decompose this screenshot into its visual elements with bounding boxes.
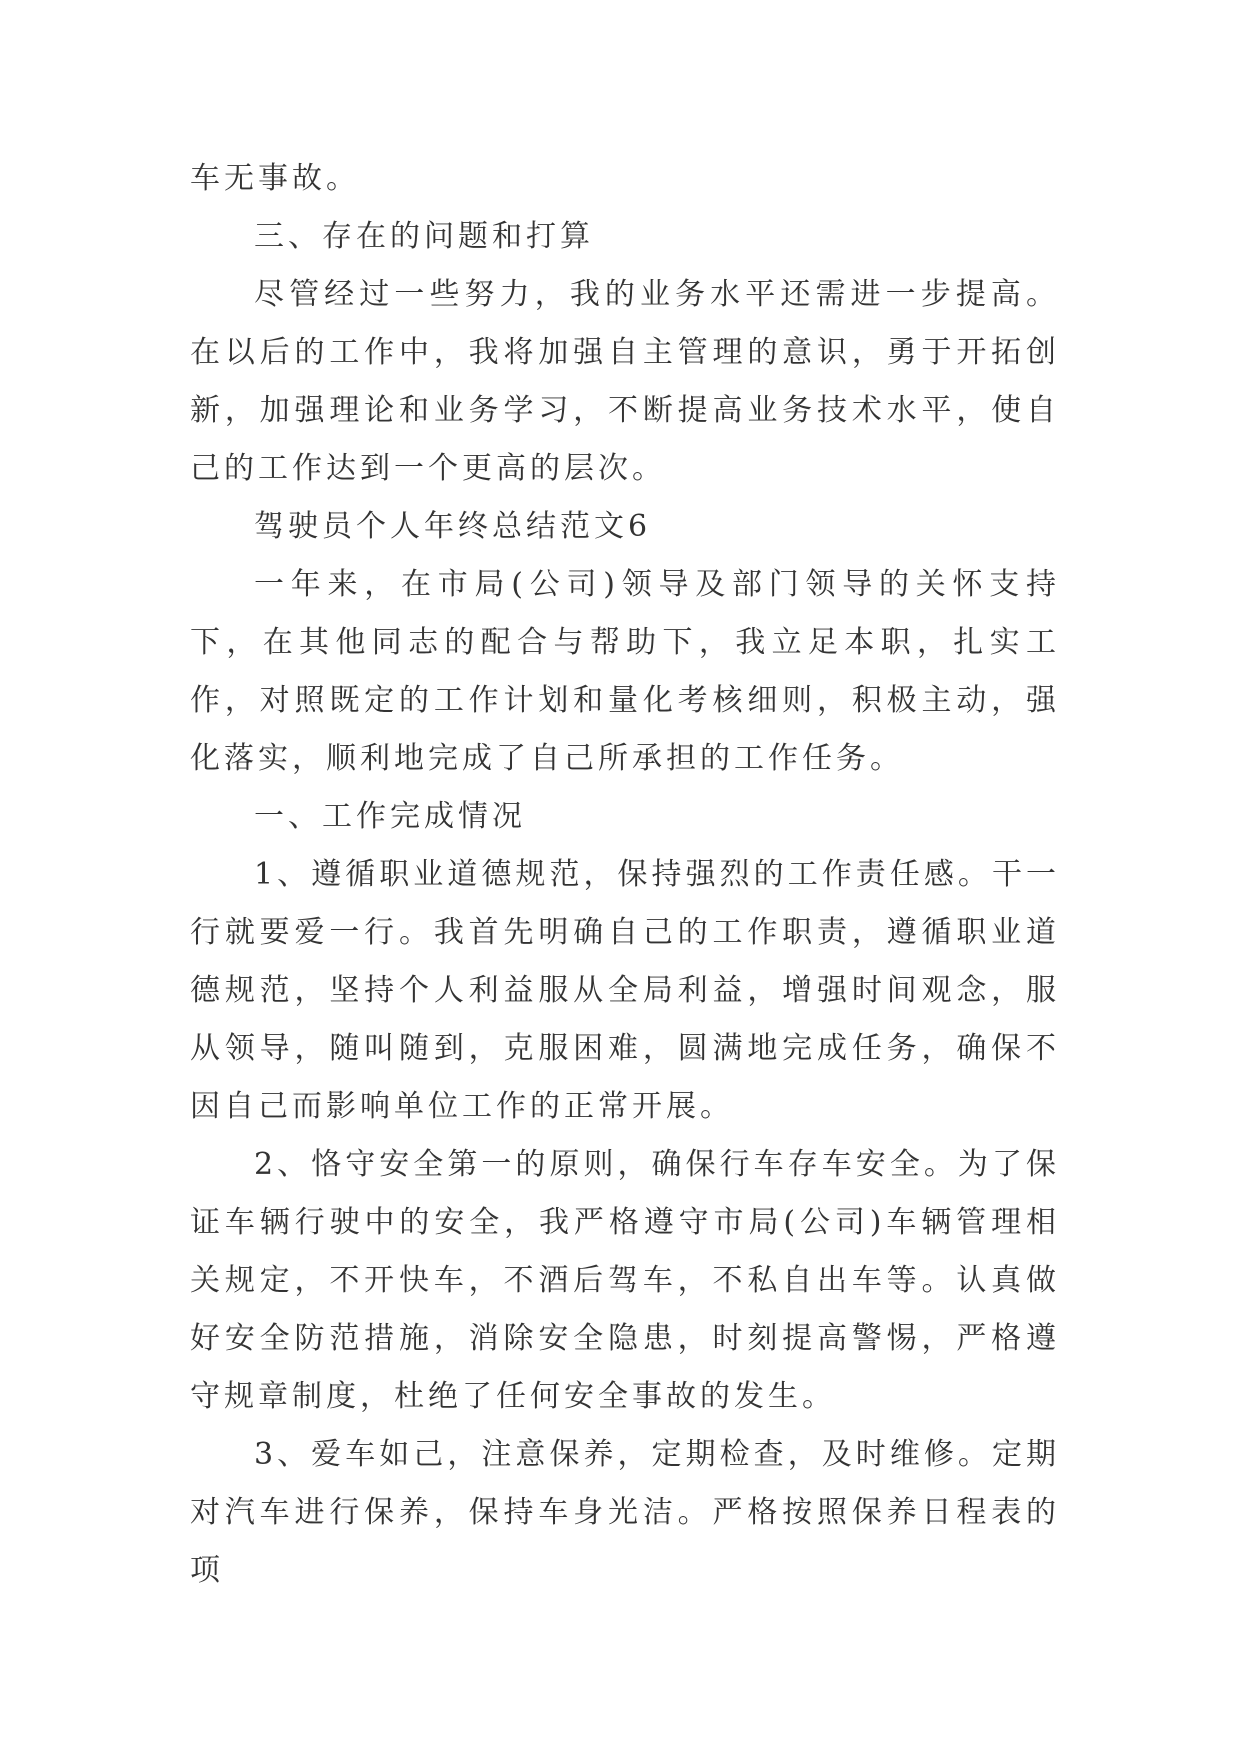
section-heading-problems-plans: 三、存在的问题和打算 xyxy=(254,219,594,254)
paragraph-item-1: 1、遵循职业道德规范，保持强烈的工作责任感。干一行就要爱一行。我首先明确自己的工作职责，遵循职业道德规范，坚持个人利益服从全局利益，增强时间观念，服从领导，随叫随到，克服困难，圆满地完成任务，确保不因自己而影响单位工作的正常开展。 xyxy=(190,857,1060,1124)
paragraph-continuation: 车无事故。 xyxy=(190,161,360,196)
document-body xyxy=(190,150,1060,1600)
paragraph-item-3: 3、爱车如己，注意保养，定期检查，及时维修。定期对汽车进行保养，保持车身光洁。严格按照保养日程表的项 xyxy=(190,1437,1060,1588)
paragraph-intro: 一年来，在市局(公司)领导及部门领导的关怀支持下，在其他同志的配合与帮助下，我立足本职，扎实工作，对照既定的工作计划和量化考核细则，积极主动，强化落实，顺利地完成了自己所承担的工作任务。 xyxy=(190,567,1060,776)
article-title: 驾驶员个人年终总结范文6 xyxy=(254,509,652,544)
paragraph-item-2: 2、恪守安全第一的原则，确保行车存车安全。为了保证车辆行驶中的安全，我严格遵守市局(公司)车辆管理相关规定，不开快车，不酒后驾车，不私自出车等。认真做好安全防范措施，消除安全隐患，时刻提高警惕，严格遵守规章制度，杜绝了任何安全事故的发生。 xyxy=(190,1147,1060,1414)
paragraph-plans: 尽管经过一些努力，我的业务水平还需进一步提高。在以后的工作中，我将加强自主管理的意识，勇于开拓创新，加强理论和业务学习，不断提高业务技术水平，使自己的工作达到一个更高的层次。 xyxy=(190,277,1060,486)
section-heading-work-completion: 一、工作完成情况 xyxy=(254,799,526,834)
